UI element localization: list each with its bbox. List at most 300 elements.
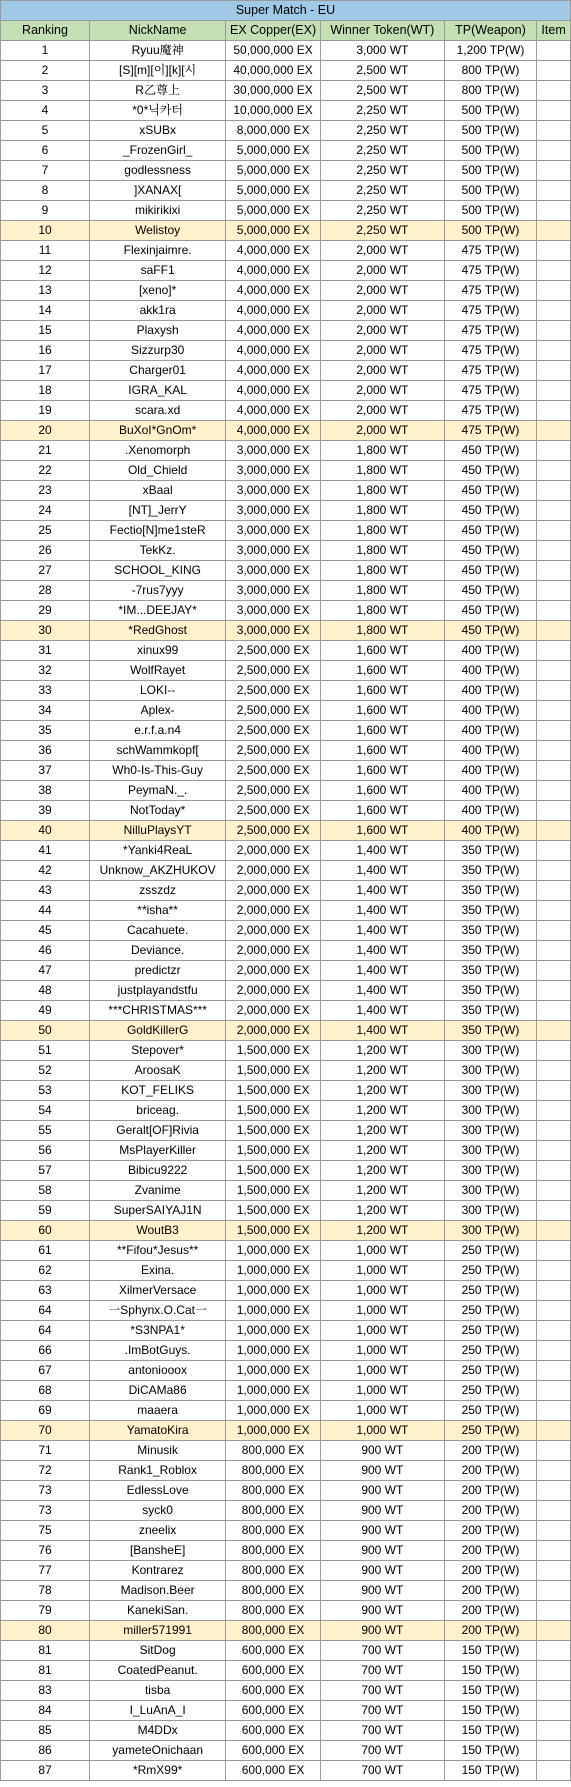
cell-nickname: Flexinjaimre. (89, 241, 225, 261)
cell-nickname: Madison.Beer (89, 1581, 225, 1601)
cell-winner-token: 2,250 WT (320, 221, 444, 241)
cell-ranking: 7 (1, 161, 90, 181)
cell-nickname: _FrozenGirl_ (89, 141, 225, 161)
sheet-title: Super Match - EU (1, 1, 571, 21)
cell-tp-weapon: 200 TP(W) (444, 1541, 536, 1561)
cell-winner-token: 1,600 WT (320, 781, 444, 801)
cell-item (537, 321, 571, 341)
cell-winner-token: 1,200 WT (320, 1141, 444, 1161)
cell-item (537, 661, 571, 681)
cell-tp-weapon: 200 TP(W) (444, 1501, 536, 1521)
cell-tp-weapon: 500 TP(W) (444, 181, 536, 201)
cell-nickname: BuXoI*GnOm* (89, 421, 225, 441)
cell-ex-copper: 800,000 EX (226, 1621, 321, 1641)
cell-item (537, 861, 571, 881)
cell-item (537, 781, 571, 801)
cell-nickname: YamatoKira (89, 1421, 225, 1441)
table-row (1, 481, 571, 501)
cell-item (537, 921, 571, 941)
cell-ranking: 29 (1, 601, 90, 621)
cell-nickname: maaera (89, 1401, 225, 1421)
cell-winner-token: 2,000 WT (320, 381, 444, 401)
cell-nickname: -7rus7yyy (89, 581, 225, 601)
cell-tp-weapon: 500 TP(W) (444, 201, 536, 221)
cell-tp-weapon: 400 TP(W) (444, 741, 536, 761)
cell-nickname: ]XANAX[ (89, 181, 225, 201)
cell-nickname: predictzr (89, 961, 225, 981)
cell-nickname: KanekiSan. (89, 1601, 225, 1621)
table-row (1, 261, 571, 281)
cell-ranking: 73 (1, 1481, 90, 1501)
cell-nickname: miller571991 (89, 1621, 225, 1641)
table-row (1, 541, 571, 561)
table-row (1, 961, 571, 981)
cell-tp-weapon: 350 TP(W) (444, 861, 536, 881)
cell-ranking: 86 (1, 1741, 90, 1761)
title-row (1, 1, 571, 21)
cell-winner-token: 2,250 WT (320, 121, 444, 141)
cell-ex-copper: 800,000 EX (226, 1501, 321, 1521)
table-row (1, 1321, 571, 1341)
cell-ranking: 4 (1, 101, 90, 121)
cell-ex-copper: 4,000,000 EX (226, 261, 321, 281)
cell-nickname: xBaal (89, 481, 225, 501)
cell-ranking: 67 (1, 1361, 90, 1381)
cell-winner-token: 700 WT (320, 1661, 444, 1681)
table-row (1, 1541, 571, 1561)
cell-ex-copper: 2,500,000 EX (226, 701, 321, 721)
cell-nickname: briceag. (89, 1101, 225, 1121)
cell-tp-weapon: 400 TP(W) (444, 681, 536, 701)
cell-nickname: WolfRayet (89, 661, 225, 681)
cell-ranking: 73 (1, 1501, 90, 1521)
cell-nickname: MsPlayerKiller (89, 1141, 225, 1161)
cell-ranking: 45 (1, 921, 90, 941)
cell-winner-token: 2,250 WT (320, 161, 444, 181)
cell-tp-weapon: 475 TP(W) (444, 401, 536, 421)
cell-winner-token: 900 WT (320, 1541, 444, 1561)
cell-tp-weapon: 250 TP(W) (444, 1281, 536, 1301)
cell-item (537, 1461, 571, 1481)
cell-winner-token: 1,400 WT (320, 861, 444, 881)
cell-ex-copper: 2,000,000 EX (226, 981, 321, 1001)
cell-nickname: M4DDx (89, 1721, 225, 1741)
cell-nickname: Welistoy (89, 221, 225, 241)
cell-nickname: Bibicu9222 (89, 1161, 225, 1181)
cell-ex-copper: 3,000,000 EX (226, 621, 321, 641)
cell-nickname: AroosaK (89, 1061, 225, 1081)
cell-ex-copper: 1,500,000 EX (226, 1081, 321, 1101)
table-row (1, 1281, 571, 1301)
cell-winner-token: 1,800 WT (320, 621, 444, 641)
table-row (1, 121, 571, 141)
cell-winner-token: 1,800 WT (320, 481, 444, 501)
cell-item (537, 301, 571, 321)
cell-winner-token: 1,400 WT (320, 921, 444, 941)
cell-tp-weapon: 500 TP(W) (444, 221, 536, 241)
cell-ex-copper: 3,000,000 EX (226, 501, 321, 521)
cell-ranking: 64 (1, 1321, 90, 1341)
cell-ex-copper: 1,500,000 EX (226, 1141, 321, 1161)
cell-tp-weapon: 400 TP(W) (444, 701, 536, 721)
table-row (1, 1421, 571, 1441)
cell-ex-copper: 800,000 EX (226, 1441, 321, 1461)
cell-ranking: 59 (1, 1201, 90, 1221)
cell-item (537, 1381, 571, 1401)
table-row (1, 1361, 571, 1381)
cell-nickname: LOKI-- (89, 681, 225, 701)
cell-item (537, 61, 571, 81)
cell-nickname: *Yanki4ReaL (89, 841, 225, 861)
cell-item (537, 1541, 571, 1561)
cell-tp-weapon: 150 TP(W) (444, 1721, 536, 1741)
cell-ranking: 10 (1, 221, 90, 241)
cell-winner-token: 1,400 WT (320, 1001, 444, 1021)
cell-winner-token: 1,000 WT (320, 1341, 444, 1361)
cell-item (537, 1321, 571, 1341)
cell-ex-copper: 3,000,000 EX (226, 581, 321, 601)
cell-item (537, 161, 571, 181)
cell-ex-copper: 1,000,000 EX (226, 1321, 321, 1341)
cell-ex-copper: 8,000,000 EX (226, 121, 321, 141)
table-row (1, 221, 571, 241)
cell-item (537, 81, 571, 101)
cell-ex-copper: 1,500,000 EX (226, 1061, 321, 1081)
cell-ranking: 80 (1, 1621, 90, 1641)
cell-tp-weapon: 475 TP(W) (444, 241, 536, 261)
cell-nickname: *RedGhost (89, 621, 225, 641)
cell-winner-token: 900 WT (320, 1481, 444, 1501)
cell-item (537, 1281, 571, 1301)
cell-tp-weapon: 250 TP(W) (444, 1381, 536, 1401)
cell-winner-token: 900 WT (320, 1601, 444, 1621)
cell-item (537, 461, 571, 481)
cell-ex-copper: 600,000 EX (226, 1661, 321, 1681)
table-row (1, 1241, 571, 1261)
table-row (1, 781, 571, 801)
table-row (1, 1081, 571, 1101)
table-row (1, 101, 571, 121)
cell-winner-token: 1,800 WT (320, 581, 444, 601)
table-row (1, 1481, 571, 1501)
cell-item (537, 841, 571, 861)
cell-tp-weapon: 350 TP(W) (444, 901, 536, 921)
cell-item (537, 421, 571, 441)
table-row (1, 601, 571, 621)
cell-winner-token: 1,600 WT (320, 681, 444, 701)
cell-tp-weapon: 450 TP(W) (444, 521, 536, 541)
cell-nickname: yameteOnichaan (89, 1741, 225, 1761)
cell-ex-copper: 800,000 EX (226, 1601, 321, 1621)
cell-ranking: 38 (1, 781, 90, 801)
table-row (1, 241, 571, 261)
cell-ranking: 24 (1, 501, 90, 521)
cell-tp-weapon: 800 TP(W) (444, 61, 536, 81)
cell-ex-copper: 10,000,000 EX (226, 101, 321, 121)
cell-item (537, 1001, 571, 1021)
cell-winner-token: 700 WT (320, 1721, 444, 1741)
cell-winner-token: 1,200 WT (320, 1121, 444, 1141)
cell-item (537, 1521, 571, 1541)
table-row (1, 941, 571, 961)
cell-tp-weapon: 300 TP(W) (444, 1181, 536, 1201)
cell-item (537, 821, 571, 841)
cell-ranking: 27 (1, 561, 90, 581)
cell-tp-weapon: 200 TP(W) (444, 1561, 536, 1581)
cell-tp-weapon: 475 TP(W) (444, 381, 536, 401)
cell-winner-token: 700 WT (320, 1701, 444, 1721)
cell-item (537, 1481, 571, 1501)
cell-ranking: 43 (1, 881, 90, 901)
cell-item (537, 1341, 571, 1361)
cell-ranking: 16 (1, 341, 90, 361)
cell-item (537, 1361, 571, 1381)
cell-ranking: 50 (1, 1021, 90, 1041)
cell-nickname: Sizzurp30 (89, 341, 225, 361)
cell-ranking: 84 (1, 1701, 90, 1721)
cell-tp-weapon: 350 TP(W) (444, 881, 536, 901)
table-row (1, 1301, 571, 1321)
cell-winner-token: 1,400 WT (320, 961, 444, 981)
cell-ex-copper: 40,000,000 EX (226, 61, 321, 81)
cell-item (537, 281, 571, 301)
cell-ranking: 34 (1, 701, 90, 721)
cell-ranking: 11 (1, 241, 90, 261)
cell-item (537, 201, 571, 221)
cell-tp-weapon: 200 TP(W) (444, 1621, 536, 1641)
cell-item (537, 1721, 571, 1741)
cell-ranking: 71 (1, 1441, 90, 1461)
cell-ex-copper: 1,500,000 EX (226, 1181, 321, 1201)
table-row (1, 441, 571, 461)
cell-item (537, 1441, 571, 1461)
cell-item (537, 941, 571, 961)
cell-winner-token: 1,400 WT (320, 881, 444, 901)
table-row (1, 1741, 571, 1761)
cell-ranking: 58 (1, 1181, 90, 1201)
cell-winner-token: 1,000 WT (320, 1301, 444, 1321)
cell-ranking: 53 (1, 1081, 90, 1101)
cell-nickname: *IM...DEEJAY* (89, 601, 225, 621)
cell-item (537, 221, 571, 241)
cell-ranking: 18 (1, 381, 90, 401)
cell-nickname: ***CHRISTMAS*** (89, 1001, 225, 1021)
cell-ranking: 51 (1, 1041, 90, 1061)
cell-ranking: 78 (1, 1581, 90, 1601)
cell-nickname: CoatedPeanut. (89, 1661, 225, 1681)
cell-ex-copper: 5,000,000 EX (226, 201, 321, 221)
cell-ex-copper: 1,500,000 EX (226, 1121, 321, 1141)
cell-winner-token: 1,600 WT (320, 741, 444, 761)
table-row (1, 1681, 571, 1701)
cell-tp-weapon: 250 TP(W) (444, 1401, 536, 1421)
cell-ex-copper: 800,000 EX (226, 1521, 321, 1541)
cell-nickname: Old_Chield (89, 461, 225, 481)
cell-winner-token: 1,200 WT (320, 1101, 444, 1121)
cell-winner-token: 2,250 WT (320, 141, 444, 161)
cell-nickname: akk1ra (89, 301, 225, 321)
cell-ranking: 66 (1, 1341, 90, 1361)
cell-ex-copper: 2,000,000 EX (226, 841, 321, 861)
cell-tp-weapon: 400 TP(W) (444, 801, 536, 821)
table-row (1, 1441, 571, 1461)
cell-tp-weapon: 150 TP(W) (444, 1661, 536, 1681)
cell-item (537, 641, 571, 661)
header-row (1, 21, 571, 41)
cell-ranking: 35 (1, 721, 90, 741)
cell-ranking: 49 (1, 1001, 90, 1021)
cell-ex-copper: 1,500,000 EX (226, 1201, 321, 1221)
cell-nickname: SuperSAIYAJ1N (89, 1201, 225, 1221)
cell-ranking: 28 (1, 581, 90, 601)
cell-tp-weapon: 475 TP(W) (444, 301, 536, 321)
cell-nickname: SCHOOL_KING (89, 561, 225, 581)
cell-nickname: NotToday* (89, 801, 225, 821)
table-row (1, 1041, 571, 1061)
table-row (1, 41, 571, 61)
table-row (1, 861, 571, 881)
cell-tp-weapon: 475 TP(W) (444, 361, 536, 381)
cell-winner-token: 1,800 WT (320, 501, 444, 521)
cell-item (537, 1061, 571, 1081)
cell-ranking: 55 (1, 1121, 90, 1141)
table-row (1, 141, 571, 161)
cell-winner-token: 1,200 WT (320, 1221, 444, 1241)
table-row (1, 1401, 571, 1421)
cell-winner-token: 1,000 WT (320, 1281, 444, 1301)
cell-ex-copper: 1,000,000 EX (226, 1421, 321, 1441)
cell-winner-token: 1,600 WT (320, 661, 444, 681)
cell-nickname: Wh0-Is-This-Guy (89, 761, 225, 781)
cell-winner-token: 1,400 WT (320, 1021, 444, 1041)
cell-winner-token: 1,200 WT (320, 1041, 444, 1061)
cell-tp-weapon: 1,200 TP(W) (444, 41, 536, 61)
table-row (1, 761, 571, 781)
cell-nickname: scara.xd (89, 401, 225, 421)
cell-ranking: 87 (1, 1761, 90, 1781)
table-row (1, 1661, 571, 1681)
cell-tp-weapon: 400 TP(W) (444, 641, 536, 661)
cell-item (537, 1081, 571, 1101)
cell-winner-token: 1,800 WT (320, 521, 444, 541)
table-row (1, 1001, 571, 1021)
cell-tp-weapon: 350 TP(W) (444, 941, 536, 961)
table-row (1, 1701, 571, 1721)
cell-tp-weapon: 150 TP(W) (444, 1641, 536, 1661)
cell-item (537, 241, 571, 261)
cell-item (537, 801, 571, 821)
cell-ranking: 8 (1, 181, 90, 201)
cell-winner-token: 2,250 WT (320, 181, 444, 201)
cell-ranking: 42 (1, 861, 90, 881)
cell-ex-copper: 4,000,000 EX (226, 321, 321, 341)
cell-item (537, 1301, 571, 1321)
cell-ranking: 60 (1, 1221, 90, 1241)
cell-tp-weapon: 300 TP(W) (444, 1161, 536, 1181)
cell-tp-weapon: 400 TP(W) (444, 661, 536, 681)
table-row (1, 721, 571, 741)
table-row (1, 741, 571, 761)
cell-winner-token: 2,250 WT (320, 101, 444, 121)
cell-winner-token: 2,000 WT (320, 401, 444, 421)
table-row (1, 1521, 571, 1541)
table-row (1, 1261, 571, 1281)
cell-tp-weapon: 500 TP(W) (444, 121, 536, 141)
cell-winner-token: 2,000 WT (320, 321, 444, 341)
cell-item (537, 401, 571, 421)
cell-ex-copper: 1,000,000 EX (226, 1261, 321, 1281)
cell-ex-copper: 5,000,000 EX (226, 221, 321, 241)
table-row (1, 1381, 571, 1401)
cell-ex-copper: 4,000,000 EX (226, 281, 321, 301)
cell-tp-weapon: 300 TP(W) (444, 1061, 536, 1081)
cell-tp-weapon: 350 TP(W) (444, 841, 536, 861)
cell-winner-token: 700 WT (320, 1681, 444, 1701)
cell-item (537, 681, 571, 701)
table-row (1, 681, 571, 701)
cell-ex-copper: 1,000,000 EX (226, 1281, 321, 1301)
table-row (1, 1201, 571, 1221)
cell-ranking: 9 (1, 201, 90, 221)
cell-ranking: 17 (1, 361, 90, 381)
cell-tp-weapon: 250 TP(W) (444, 1341, 536, 1361)
cell-ex-copper: 30,000,000 EX (226, 81, 321, 101)
cell-nickname: TekKz. (89, 541, 225, 561)
cell-ex-copper: 4,000,000 EX (226, 361, 321, 381)
cell-item (537, 101, 571, 121)
cell-nickname: KOT_FELIKS (89, 1081, 225, 1101)
cell-nickname: I_LuAnA_I (89, 1701, 225, 1721)
cell-ranking: 70 (1, 1421, 90, 1441)
cell-item (537, 981, 571, 1001)
cell-winner-token: 1,800 WT (320, 561, 444, 581)
cell-ex-copper: 2,500,000 EX (226, 781, 321, 801)
cell-item (537, 441, 571, 461)
cell-ex-copper: 1,500,000 EX (226, 1161, 321, 1181)
cell-ranking: 57 (1, 1161, 90, 1181)
cell-tp-weapon: 300 TP(W) (444, 1041, 536, 1061)
cell-nickname: DiCAMa86 (89, 1381, 225, 1401)
cell-tp-weapon: 250 TP(W) (444, 1321, 536, 1341)
cell-ranking: 13 (1, 281, 90, 301)
cell-item (537, 1741, 571, 1761)
header-nickname: NickName (89, 21, 225, 41)
cell-winner-token: 1,800 WT (320, 461, 444, 481)
cell-item (537, 1021, 571, 1041)
cell-ranking: 62 (1, 1261, 90, 1281)
cell-tp-weapon: 250 TP(W) (444, 1241, 536, 1261)
table-row (1, 1021, 571, 1041)
cell-ex-copper: 3,000,000 EX (226, 601, 321, 621)
cell-nickname: syck0 (89, 1501, 225, 1521)
table-row (1, 641, 571, 661)
cell-tp-weapon: 250 TP(W) (444, 1261, 536, 1281)
cell-tp-weapon: 150 TP(W) (444, 1761, 536, 1781)
table-row (1, 341, 571, 361)
cell-nickname: e.r.f.a.n4 (89, 721, 225, 741)
cell-item (537, 601, 571, 621)
cell-winner-token: 1,200 WT (320, 1181, 444, 1201)
cell-nickname: saFF1 (89, 261, 225, 281)
cell-tp-weapon: 500 TP(W) (444, 161, 536, 181)
cell-ranking: 26 (1, 541, 90, 561)
cell-item (537, 121, 571, 141)
table-row (1, 381, 571, 401)
cell-ranking: 77 (1, 1561, 90, 1581)
cell-item (537, 901, 571, 921)
cell-tp-weapon: 450 TP(W) (444, 461, 536, 481)
cell-ex-copper: 1,000,000 EX (226, 1381, 321, 1401)
